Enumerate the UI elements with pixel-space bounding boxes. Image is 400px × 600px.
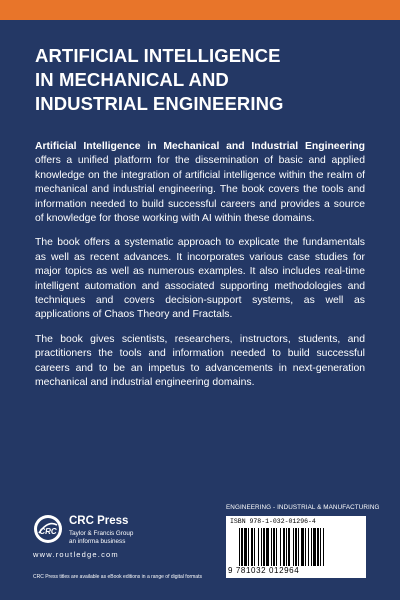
title-line: INDUSTRIAL ENGINEERING [35, 93, 284, 114]
title-line: IN MECHANICAL AND [35, 69, 229, 90]
crc-press-logo-icon [33, 514, 63, 544]
description [35, 140, 365, 401]
barcode-icon [238, 528, 362, 566]
publisher-name: CRC Press [69, 515, 129, 527]
title-line: ARTIFICIAL INTELLIGENCE [35, 45, 281, 66]
description-paragraph-2: The book offers a systematic approach to explicate the fundamentals as well as recent advances. It incorporates various case studies for major topics as well as numerous examples. It also includes real-time intelligent automation and associated supporting methodologies and techniques and covers decision-support systems, as well as applications of Chaos Theory and Fractals. [35, 237, 365, 321]
publisher-group: Taylor & Francis Group [69, 530, 134, 537]
publisher-url: www.routledge.com [33, 550, 119, 559]
top-color-bar [0, 0, 400, 20]
ebook-footnote: CRC Press titles are available as eBook editions in a range of digital formats [33, 574, 202, 580]
description-paragraph-1 [35, 140, 365, 226]
isbn-barcode-box [226, 516, 366, 578]
subject-category: ENGINEERING - INDUSTRIAL & MANUFACTURING [226, 504, 380, 511]
book-title [35, 44, 375, 116]
barcode-digits: 9 781032 012964 [228, 566, 300, 575]
description-paragraph-3: The book gives scientists, researchers, instructors, students, and practitioners the tools and information needed to build successful careers and to be an impetus to advancements in next-generation mechanical and industrial engineering domains. [35, 333, 365, 389]
isbn-label: ISBN 978-1-032-01296-4 [230, 518, 316, 525]
publisher-tagline: an informa business [69, 538, 126, 545]
paragraph-1-text: offers a unified platform for the dissemination of basic and applied knowledge on the integration of artificial intelligence within the realm of mechanical and industrial engineering. The book covers the tools and information needed to build successful careers and provides a source of knowledge for those working with AI within these domains. [35, 155, 365, 225]
logo-text: CRC [39, 527, 57, 536]
book-title-inline: Artificial Intelligence in Mechanical and Industrial Engineering [35, 141, 365, 152]
publisher-subtitle [69, 530, 133, 546]
